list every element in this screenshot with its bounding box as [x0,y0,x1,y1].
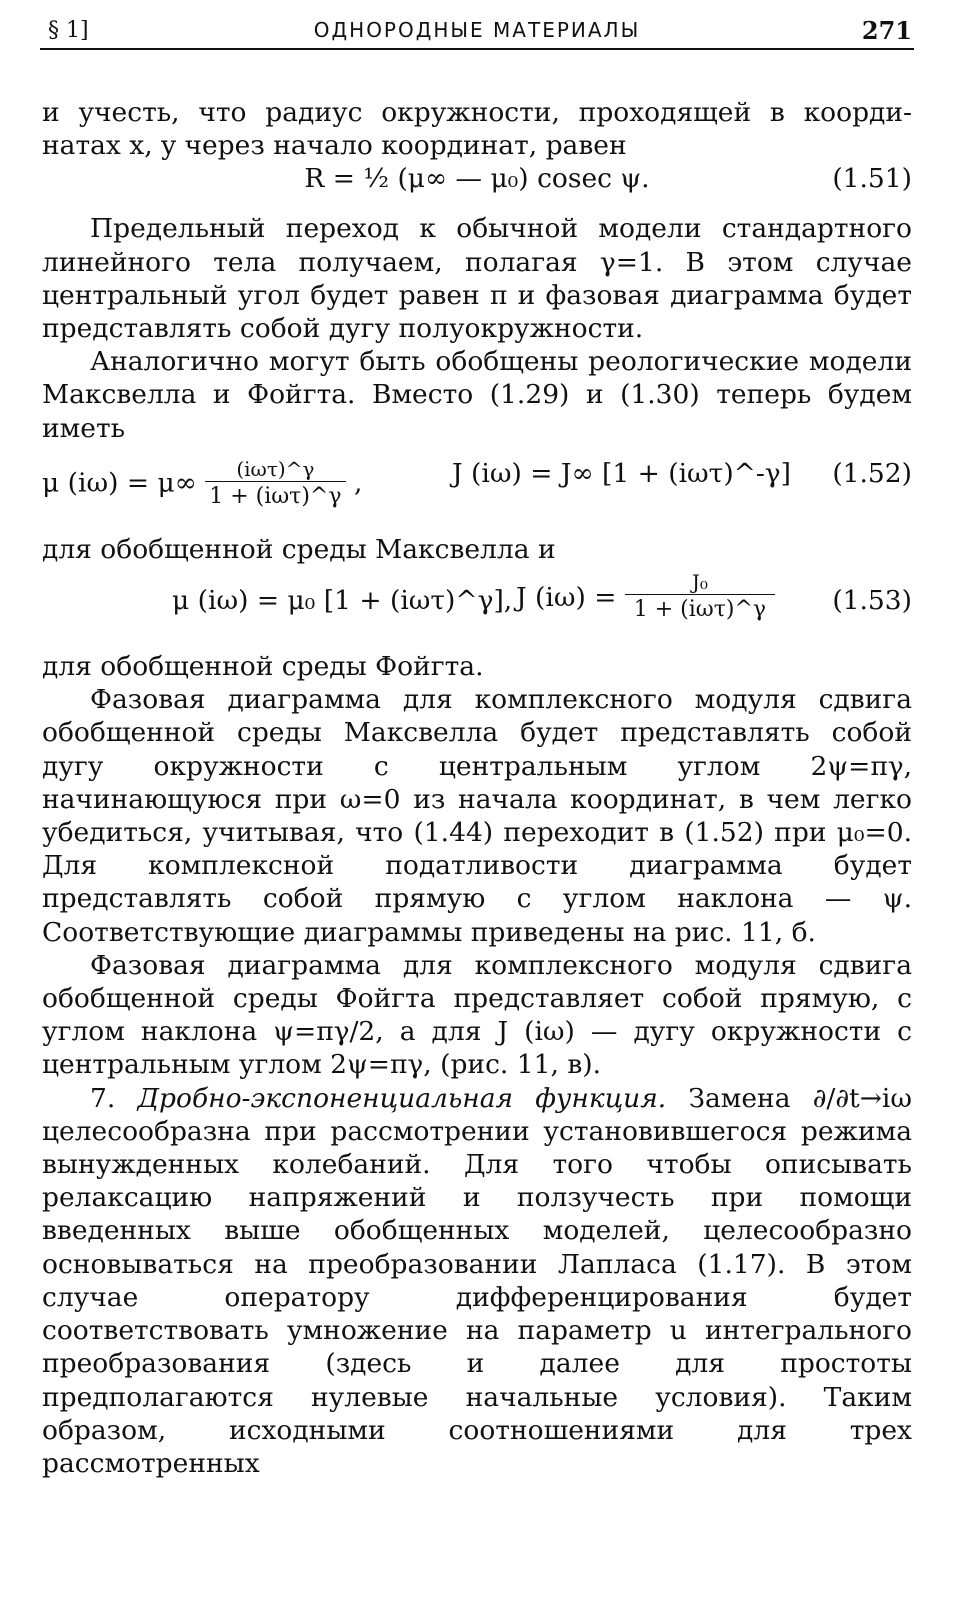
subsection-heading: Дробно-экспоненциальная функция. [137,1082,667,1114]
page-header [40,16,914,50]
equation-1-51 [42,162,912,202]
equation-1-53-numerator: J₀ [691,570,708,595]
paragraph-5: для обобщенной среды Фойгта. [42,651,484,683]
equation-1-53-number: (1.53) [832,585,912,617]
equation-1-52-number: (1.52) [832,457,912,489]
equation-1-52-left-lhs: μ (iω) = μ∞ [42,467,197,499]
equation-1-53 [42,570,912,650]
equation-1-53-fraction [625,570,775,625]
subsection-number: 7. [90,1082,116,1114]
running-title: ОДНОРОДНЫЕ МАТЕРИАЛЫ [313,18,641,42]
page-body [42,96,912,1480]
paragraph-1-line-1: и учесть, что радиус окружности, проходящей в коорди- [42,97,912,128]
paragraph-4: для обобщенной среды Максвелла и [42,533,556,565]
equation-1-51-number: (1.51) [832,163,912,195]
equation-1-53-denominator: 1 + (iωτ)^γ [625,594,775,625]
page-number: 271 [861,16,912,45]
equation-1-53-right-lhs: J (iω) = [516,581,617,613]
equation-1-52: μ (iω) = μ∞ $\frac{\text{(iωτ)\textasciicircum{}γ}}{\text{1 + (iωτ)\textasciicircum{}γ}}$ , J (iω) = J∞ [1 + (iωτ)^-γ] (1.52) [42,449,912,527]
equation-1-52-numerator: (iωτ)^γ [236,456,315,481]
equation-1-52-fraction [205,457,345,512]
equation-1-51-formula: R = ½ (μ∞ — μ₀) cosec ψ. [304,163,650,195]
paragraph-3: Аналогично могут быть обобщены реологические модели Максвелла и Фойгта. Вместо (1.29) и (1.30) теперь будем иметь [42,346,912,444]
paragraph-1-line-2: натах x, y через начало координат, равен [42,130,627,162]
equation-1-52-denominator: 1 + (iωτ)^γ [205,481,345,512]
paragraph-7: Фазовая диаграмма для комплексного модуля сдвига обобщенной среды Фойгта представляет собой прямую, с углом наклона ψ=πγ/2, а для J (iω) — дугу окружности с центральным углом 2ψ=πγ, (рис. 11, в). [42,949,912,1081]
paragraph-2: Предельный переход к обычной модели стандартного линейного тела получаем, полагая γ=1. В этом случае центральный угол будет равен π и фазовая диаграмма будет представлять собой дугу полуокружности. [42,213,912,345]
equation-1-52-right: J (iω) = J∞ [1 + (iωτ)^-γ] [452,457,791,489]
paragraph-8 [42,1082,912,1480]
paragraph-8-text: Замена ∂/∂t→iω целесообразна при рассмотрении установившегося режима вынужденных колебаний. Для того чтобы описывать релаксацию напряжений и ползучесть при помощи введенных выше обобщенных моделей, целесообразно основываться на преобразовании Лапласа (1.17). В этом случае оператору дифференцирования будет соответствовать умножение на параметр u интегрального преобразования (здесь и далее для простоты предполагаются нулевые начальные условия). Таким образом, исходными соотношениями для трех рассмотренных [42,1082,912,1479]
paragraph-6: Фазовая диаграмма для комплексного модуля сдвига обобщенной среды Максвелла будет представлять собой дугу окружности с центральным углом 2ψ=πγ, начинающуюся при ω=0 из начала координат, в чем легко убедиться, учитывая, что (1.44) переходит в (1.52) при μ₀=0. Для комплексной податливости диаграмма будет представлять собой прямую с углом наклона — ψ. Соответствующие диаграммы приведены на рис. 11, б. [42,684,912,948]
section-marker: § 1] [48,18,89,43]
equation-1-53-left: μ (iω) = μ₀ [1 + (iωτ)^γ], [172,585,513,617]
